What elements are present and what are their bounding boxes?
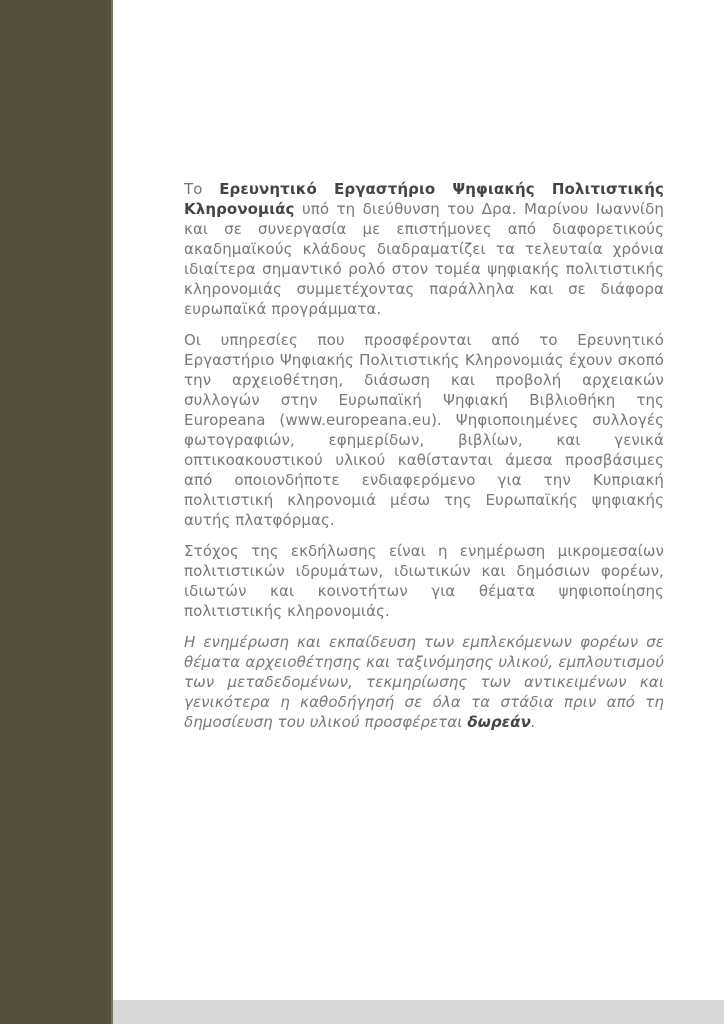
text-content	[184, 179, 664, 743]
paragraph-event-goal-text: Στόχος της εκδήλωσης είναι η ενημέρωση μικρομεσαίων πολιτιστικών ιδρυμάτων, ιδιωτικών και δημόσιων φορέων, ιδιωτών και κοινοτήτων για θέματα ψηφιοποίησης πολιτιστικής κληρονομιάς.	[184, 542, 664, 620]
paragraph-free-note-body: Η ενημέρωση και εκπαίδευση των εμπλεκόμενων φορέων σε θέματα αρχειοθέτησης και ταξινόμησης υλικού, εμπλουτισμού των μεταδεδομένων, τεκμηρίωσης των αντικειμένων και γενικότερα η καθοδήγησή σε όλα τα στάδια πριν από τη δημοσίευση του υλικού προσφέρεται	[184, 633, 664, 731]
europeana-url: www.europeana.eu	[285, 411, 432, 429]
paragraph-services-lead: Οι υπηρεσίες που προσφέρονται από το Ερευνητικό Εργαστήριο Ψηφιακής Πολιτιστικής Κληρονομιάς έχουν σκοπό την αρχειοθέτηση, διάσωση και προβολή αρχειακών συλλογών στην Ευρωπαϊκή Ψηφιακή Βιβλιοθήκη της Europeana (	[184, 331, 664, 429]
paragraph-event-goal	[184, 541, 664, 621]
paragraph-services	[184, 330, 664, 530]
lab-name-bold: Ερευνητικό Εργαστήριο Ψηφιακής Πολιτιστικής Κληρονομιάς	[184, 180, 664, 218]
paragraph-lab-intro-body: υπό τη διεύθυνση του Δρα. Μαρίνου Ιωαννίδη και σε συνεργασία με επιστήμονες από διαφορετικούς ακαδημαϊκούς κλάδους διαδραματίζει τα τελευταία χρόνια ιδιαίτερα σημαντικό ρολό στον τομέα ψηφιακής πολιτιστικής κληρονομιάς συμμετέχοντας παράλληλα και σε διάφορα ευρωπαϊκά προγράμματα.	[184, 200, 664, 318]
paragraph-services-body: ). Ψηφιοποιημένες συλλογές φωτογραφιών, εφημερίδων, βιβλίων, και γενικά οπτικοακουστικού υλικού καθίστανται άμεσα προσβάσιμες από οποιονδήποτε ενδιαφερόμενο για την Κυπριακή πολιτιστική κληρονομιά μέσω της Ευρωπαϊκής ψηφιακής αυτής πλατφόρμας.	[184, 411, 664, 529]
free-of-charge-bold: δωρεάν	[467, 713, 531, 731]
paragraph-free-note-period: .	[530, 713, 536, 731]
bottom-strip	[113, 1000, 724, 1024]
paragraph-lab-intro-lead: Το	[184, 180, 220, 198]
left-accent-bar	[0, 0, 113, 1024]
paragraph-free-note	[184, 632, 664, 732]
paragraph-lab-intro	[184, 179, 664, 319]
